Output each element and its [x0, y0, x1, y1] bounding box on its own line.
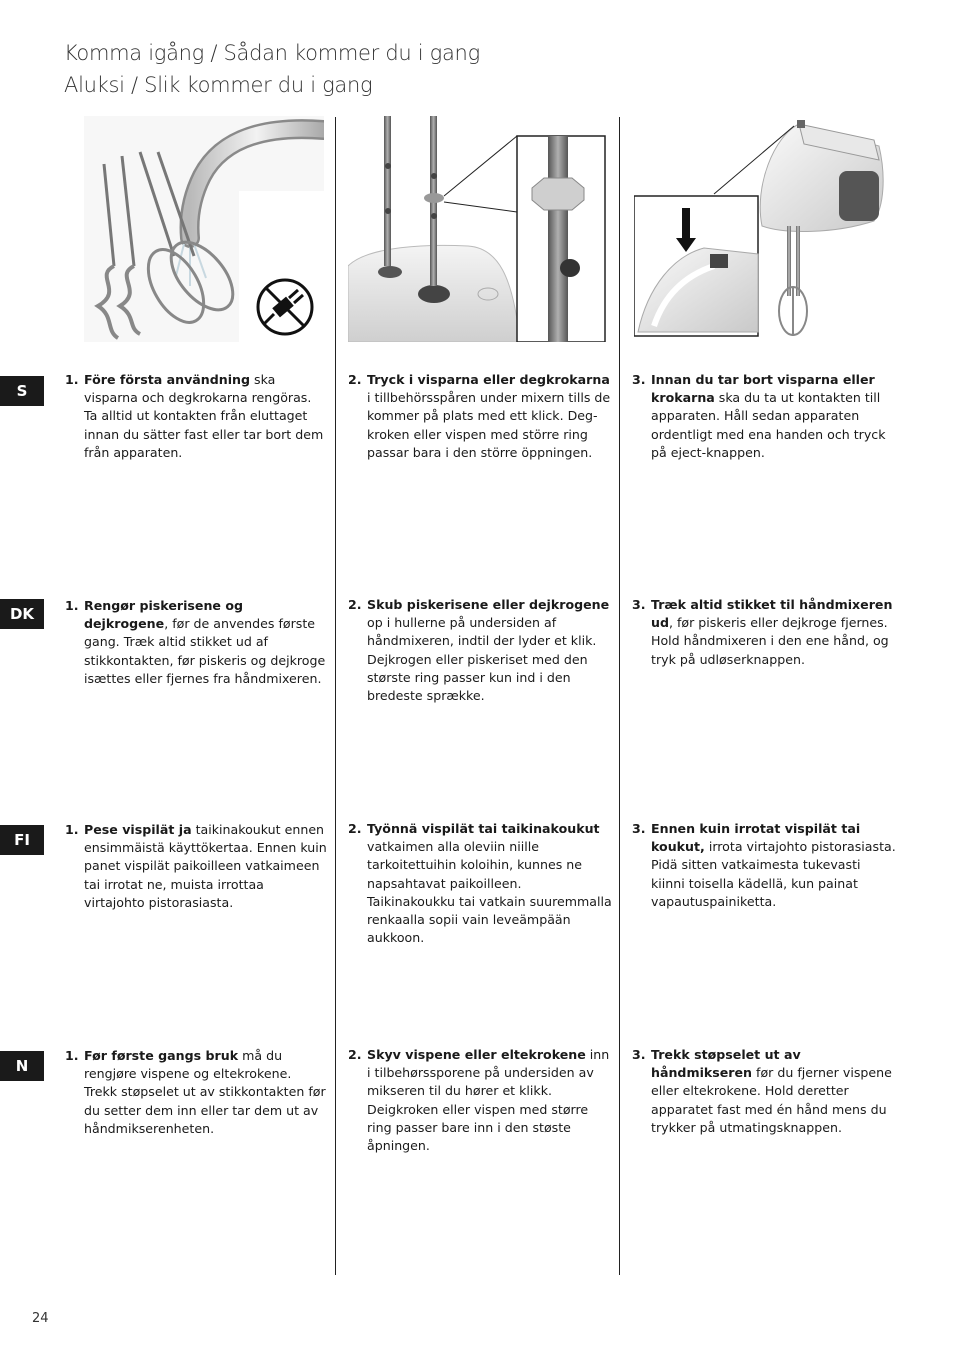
step-s-1 [65, 371, 327, 462]
step-dk-1 [65, 597, 327, 688]
step-heading: Skyv vispene eller eltekrokene [367, 1047, 586, 1062]
step-heading: Skub piskerisene eller dejkrogene [367, 597, 610, 612]
column-divider-1 [335, 117, 336, 1275]
language-tab-dk: DK [0, 599, 44, 629]
step-number: 1. [65, 1048, 79, 1063]
step-fi-3 [632, 820, 896, 911]
language-tab-fi: FI [0, 825, 44, 855]
step-text: ska visparna och degkrokarna rengöras. Ta alltid ut kontakten från eluttaget innan du sätter fast eller tar bort dem från apparaten. [84, 372, 324, 460]
unplug-warning-icon [258, 280, 312, 334]
step-text: op i hullerne på undersiden af håndmixeren, indtil der lyder et klik. Dejkrogen eller piskeriset med den største ring passer kun ind i den bredeste sprække. [367, 615, 597, 704]
step-heading: Före första användning [84, 372, 251, 387]
step-s-3 [632, 371, 896, 462]
step-heading: Innan du tar bort visparna eller krokarna [651, 372, 875, 406]
step-n-3 [632, 1046, 896, 1137]
step-fi-1 [65, 821, 327, 912]
step-text: , før de anvendes første gang. Træk altid stikket ud af stikkontakten, før piskeris og dejkroge isættes eller fjernes fra håndmixeren. [84, 616, 326, 686]
step-text: , før piskeris eller dejkroge fjernes. Hold håndmixeren i den ene hånd, og tryk på udløserknappen. [651, 615, 889, 667]
language-tab-n: N [0, 1051, 44, 1081]
column-divider-2 [619, 117, 620, 1275]
illustration-insert-beaters [348, 116, 606, 342]
step-number: 3. [632, 1047, 646, 1062]
step-text: i tillbehörsspåren under mixern tills de kommer på plats med ett klick. Deg-kroken eller vispen med större ring passar bara i den större öppningen. [367, 390, 611, 460]
step-text: inn i tilbehørssporene på undersiden av mikseren til du hører et klikk. Deigkroken eller vispen med større ring passer bare inn i den støste åpningen. [367, 1047, 610, 1154]
step-text: ska du ta ut kontakten till apparaten. Håll sedan apparaten ordentligt med ena handen och tryck på eject-knappen. [651, 390, 886, 460]
step-text: irrota virtajohto pistorasiasta. Pidä sitten vatkaimesta tukevasti kiinni toisella kädellä, kun painat vapautuspainiketta. [651, 839, 896, 909]
step-heading: Työnnä vispilät tai taikinakoukut [367, 821, 600, 836]
step-heading: Pese vispilät ja [84, 822, 192, 837]
step-dk-3 [632, 596, 896, 669]
step-number: 2. [348, 597, 362, 612]
step-dk-2 [348, 596, 612, 705]
page-title-line-1: Komma igång / Sådan kommer du i gang [64, 41, 480, 65]
page-title-line-2: Aluksi / Slik kommer du i gang [64, 73, 373, 97]
language-tab-s: S [0, 376, 44, 406]
step-number: 2. [348, 1047, 362, 1062]
step-text: før du fjerner vispene eller eltekrokene. Hold deretter apparatet fast med én hånd mens du trykker på utmatingsknappen. [651, 1065, 892, 1135]
illustration-clean-beaters [84, 116, 324, 342]
step-text: taikinakoukut ennen ensimmäistä käyttökertaa. Ennen kuin panet vispilät paikoilleen vatkaimeen tai irrotat ne, muista irrottaa virtajohto pistorasiasta. [84, 822, 327, 910]
step-text: må du rengjøre vispene og eltekrokene. Trekk støpselet ut av stikkontakten før du setter dem inn eller tar dem ut av håndmikserenheten. [84, 1048, 326, 1136]
step-heading: Tryck i visparna eller degkrokarna [367, 372, 610, 387]
step-heading: Rengør piskerisene og dejkrogene [84, 598, 243, 632]
step-heading: Træk altid stikket til håndmixeren ud [651, 597, 893, 631]
step-n-2 [348, 1046, 612, 1155]
step-number: 3. [632, 372, 646, 387]
illustration-eject-button [634, 116, 888, 342]
step-number: 3. [632, 597, 646, 612]
step-number: 1. [65, 598, 79, 613]
step-number: 2. [348, 372, 362, 387]
page-number: 24 [32, 1311, 49, 1326]
step-number: 3. [632, 821, 646, 836]
step-s-2 [348, 371, 612, 462]
step-heading: Ennen kuin irrotat vispilät tai koukut, [651, 821, 861, 855]
step-number: 2. [348, 821, 362, 836]
step-heading: Trekk støpselet ut av håndmikseren [651, 1047, 801, 1081]
step-n-1 [65, 1047, 327, 1138]
step-heading: Før første gangs bruk [84, 1048, 239, 1063]
step-fi-2 [348, 820, 612, 947]
step-text: vatkaimen alla oleviin niille tarkoitettuihin koloihin, kunnes ne napsahtavat paikoilleen. Taikinakoukku tai vatkain suuremmalla renkaalla sopii vain leveämpään aukkoon. [367, 839, 612, 946]
step-number: 1. [65, 372, 79, 387]
step-number: 1. [65, 822, 79, 837]
